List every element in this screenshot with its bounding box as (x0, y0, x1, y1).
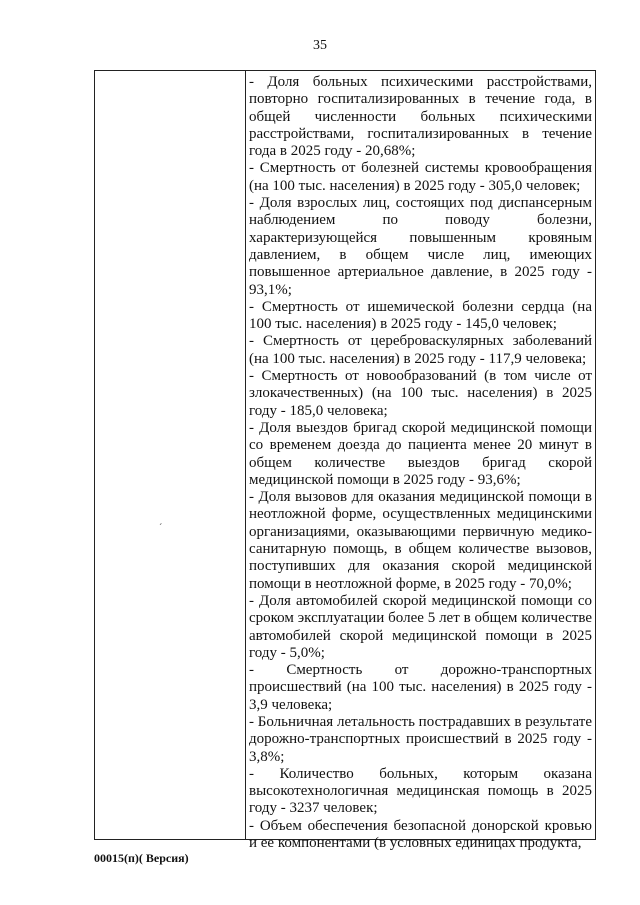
indicator-item: - Доля вызовов для оказания медицинской помощи в неотложной форме, осуществленных медицинскими организациями, оказывающими первичную медико-санитарную помощь, в общем количестве вызовов, поступивших для оказания скорой медицинской помощи в неотложной форме, в 2025 году - 70,0%; (249, 489, 592, 592)
page-number: 35 (313, 38, 327, 53)
indicator-item: - Количество больных, которым оказана высокотехнологичная медицинская помощь в 2025 году - 3237 человек; (249, 765, 592, 817)
indicator-item: - Смертность от дорожно-транспортных происшествий (на 100 тыс. населения) в 2025 году - 3,9 человека; (249, 662, 592, 713)
document-footer-code: 00015(п)( Версия) (94, 851, 189, 865)
indicator-item: - Смертность от новообразований (в том числе от злокачественных) (на 100 тыс. населения) в 2025 году - 185,0 человека; (249, 368, 592, 419)
indicator-item: - Больничная летальность пострадавших в результате дорожно-транспортных происшествий в 2025 году - 3,8%; (249, 713, 592, 765)
indicator-item: - Объем обеспечения безопасной донорской кровью и ее компонентами (в условных единицах продукта, (249, 817, 592, 852)
indicators-table (94, 70, 596, 852)
table-right-column (247, 74, 593, 852)
indicator-item: - Смертность от цереброваскулярных заболеваний (на 100 тыс. населения) в 2025 году - 117,9 человека; (249, 333, 592, 367)
indicator-item: - Доля больных психическими расстройствами, повторно госпитализированных в течение года, в общей численности больных психическими расстройствами, госпитализированных в течение года в 2025 году - 20,68%; (249, 74, 592, 160)
indicator-item: - Смертность от болезней системы кровообращения (на 100 тыс. населения) в 2025 году - 305,0 человек; (249, 160, 592, 194)
indicator-item: - Доля взрослых лиц, состоящих под диспансерным наблюдением по поводу болезни, характеризующейся повышенным кровяным давлением, в общем числе лиц, имеющих повышенное артериальное давление, в 2025 году - 93,1%; (249, 195, 592, 298)
stray-mark: ´ (159, 523, 163, 534)
table-left-column (95, 71, 246, 839)
indicator-item: - Доля выездов бригад скорой медицинской помощи со временем доезда до пациента менее 20 минут в общем количестве выездов бригад скорой медицинской помощи в 2025 году - 93,6%; (249, 419, 592, 488)
indicator-item: - Доля автомобилей скорой медицинской помощи со сроком эксплуатации более 5 лет в общем количестве автомобилей скорой медицинской помощи в 2025 году - 5,0%; (249, 592, 592, 661)
indicator-item: - Смертность от ишемической болезни сердца (на 100 тыс. населения) в 2025 году - 145,0 человек; (249, 298, 592, 333)
